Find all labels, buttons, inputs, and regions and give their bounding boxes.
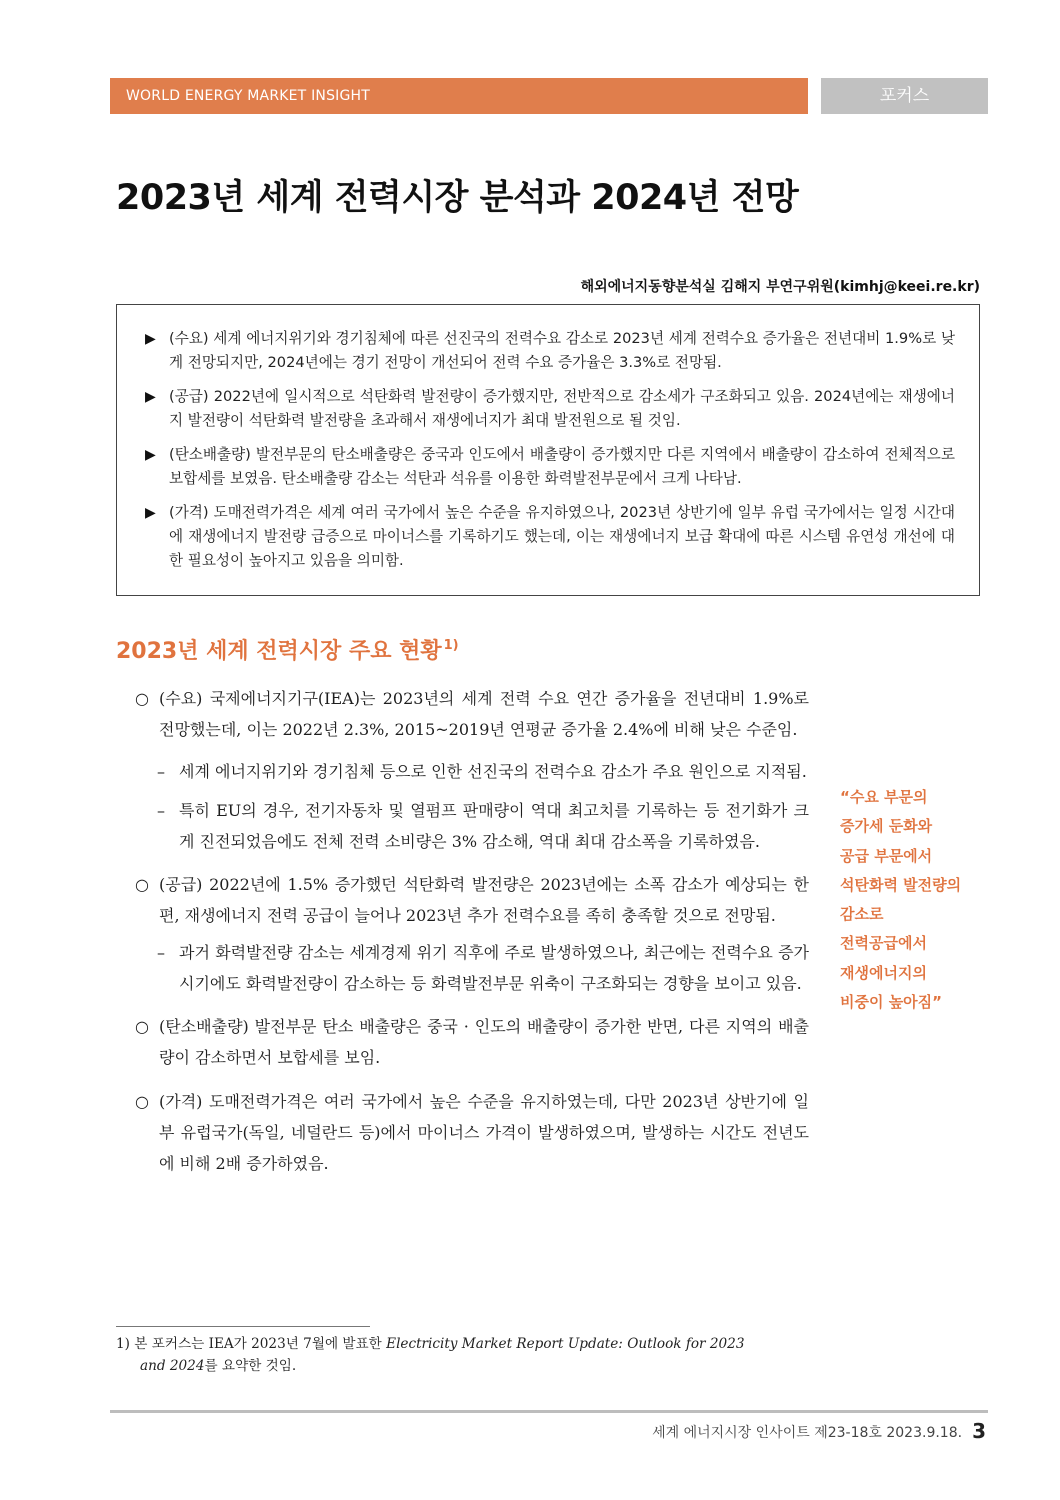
triangle-bullet-icon: ▶	[145, 447, 156, 463]
body-text	[135, 683, 809, 1190]
footer-divider	[110, 1410, 988, 1413]
page-title: 2023년 세계 전력시장 분석과 2024년 전망	[116, 178, 799, 218]
page-number: 3	[972, 1419, 986, 1443]
summary-item	[145, 327, 955, 375]
dash-bullet-icon: –	[157, 943, 165, 962]
summary-box	[116, 304, 980, 596]
sub-item: – 과거 화력발전량 감소는 세계경제 위기 직후에 주로 발생하였으나, 최근에는 전력수요 증가 시기에도 화력발전량이 감소하는 등 화력발전부문 위축이 구조화되는 경향을 보이고 있음.	[157, 937, 809, 999]
triangle-bullet-icon: ▶	[145, 331, 156, 347]
circle-bullet-icon: ○	[135, 689, 149, 708]
header-series-bar: WORLD ENERGY MARKET INSIGHT	[110, 78, 808, 114]
dash-bullet-icon: –	[157, 762, 165, 781]
triangle-bullet-icon: ▶	[145, 505, 156, 521]
page-footer	[652, 1419, 986, 1443]
footnote: 1) 본 포커스는 IEA가 2023년 7월에 발표한 Electricity Market Report Update: Outlook for 2023 and 2024를 요약한 것임.	[116, 1336, 745, 1374]
paragraph-supply: ○ (공급) 2022년에 1.5% 증가했던 석탄화력 발전량은 2023년에는 소폭 감소가 예상되는 한편, 재생에너지 전력 공급이 늘어나 2023년 추가 전력수요를 족히 충족할 것으로 전망됨.	[135, 869, 809, 931]
triangle-bullet-icon: ▶	[145, 389, 156, 405]
summary-item	[145, 501, 955, 573]
summary-text-emissions: (탄소배출량) 발전부문의 탄소배출량은 중국과 인도에서 배출량이 증가했지만 다른 지역에서 배출량이 감소하여 전체적으로 보합세를 보였음. 탄소배출량 감소는 석탄과 석유를 이용한 화력발전부문에서 크게 나타남.	[169, 446, 955, 487]
author-line: 해외에너지동향분석실 김해지 부연구위원(kimhj@keei.re.kr)	[580, 279, 980, 295]
circle-bullet-icon: ○	[135, 1017, 149, 1036]
summary-text-supply: (공급) 2022년에 일시적으로 석탄화력 발전량이 증가했지만, 전반적으로 감소세가 구조화되고 있음. 2024년에는 재생에너지 발전량이 석탄화력 발전량을 초과해서 재생에너지가 최대 발전원으로 될 것임.	[169, 388, 955, 429]
circle-bullet-icon: ○	[135, 1092, 149, 1111]
sub-item: – 세계 에너지위기와 경기침체 등으로 인한 선진국의 전력수요 감소가 주요 원인으로 지적됨.	[157, 756, 809, 787]
dash-bullet-icon: –	[157, 801, 165, 820]
summary-text-demand: (수요) 세계 에너지위기와 경기침체에 따른 선진국의 전력수요 감소로 2023년 세계 전력수요 증가율은 전년대비 1.9%로 낮게 전망되지만, 2024년에는 경기 전망이 개선되어 전력 수요 증가율은 3.3%로 전망됨.	[169, 330, 955, 371]
sub-item: – 특히 EU의 경우, 전기자동차 및 열펌프 판매량이 역대 최고치를 기록하는 등 전기화가 크게 진전되었음에도 전체 전력 소비량은 3% 감소해, 역대 최대 감소폭을 기록하였음.	[157, 795, 809, 857]
report-title-cont: and 2024	[140, 1358, 205, 1374]
circle-bullet-icon: ○	[135, 875, 149, 894]
pull-quote: “수요 부문의 증가세 둔화와 공급 부문에서 석탄화력 발전량의 감소로 전력공급에서 재생에너지의 비중이 높아짐”	[840, 788, 962, 1012]
paragraph-price: ○ (가격) 도매전력가격은 여러 국가에서 높은 수준을 유지하였는데, 다만 2023년 상반기에 일부 유럽국가(독일, 네덜란드 등)에서 마이너스 가격이 발생하였으며, 발생하는 시간도 전년도에 비해 2배 증가하였음.	[135, 1086, 809, 1179]
summary-text-price: (가격) 도매전력가격은 세계 여러 국가에서 높은 수준을 유지하였으나, 2023년 상반기에 일부 유럽 국가에서는 일정 시간대에 재생에너지 발전량 급증으로 마이너스를 기록하기도 했는데, 이는 재생에너지 보급 확대에 따른 시스템 유연성 개선에 대한 필요성이 높아지고 있음을 의미함.	[169, 504, 955, 569]
section-heading	[116, 634, 459, 665]
summary-item	[145, 443, 955, 491]
summary-item	[145, 385, 955, 433]
footnote-divider	[116, 1326, 370, 1327]
paragraph-demand: ○ (수요) 국제에너지기구(IEA)는 2023년의 세계 전력 수요 연간 증가율을 전년대비 1.9%로 전망했는데, 이는 2022년 2.3%, 2015~2019년 연평균 증가율 2.4%에 비해 낮은 수준임.	[135, 683, 809, 745]
footer-publication: 세계 에너지시장 인사이트 제23-18호 2023.9.18.	[652, 1425, 963, 1441]
report-title: Electricity Market Report Update: Outlook for 2023	[386, 1336, 745, 1352]
section-heading-text: 2023년 세계 전력시장 주요 현황	[116, 639, 442, 664]
paragraph-emissions: ○ (탄소배출량) 발전부문 탄소 배출량은 중국 · 인도의 배출량이 증가한 반면, 다른 지역의 배출량이 감소하면서 보합세를 보임.	[135, 1011, 809, 1073]
footnote-reference[interactable]: 1)	[443, 638, 459, 653]
header-category-tab: 포커스	[821, 78, 988, 114]
